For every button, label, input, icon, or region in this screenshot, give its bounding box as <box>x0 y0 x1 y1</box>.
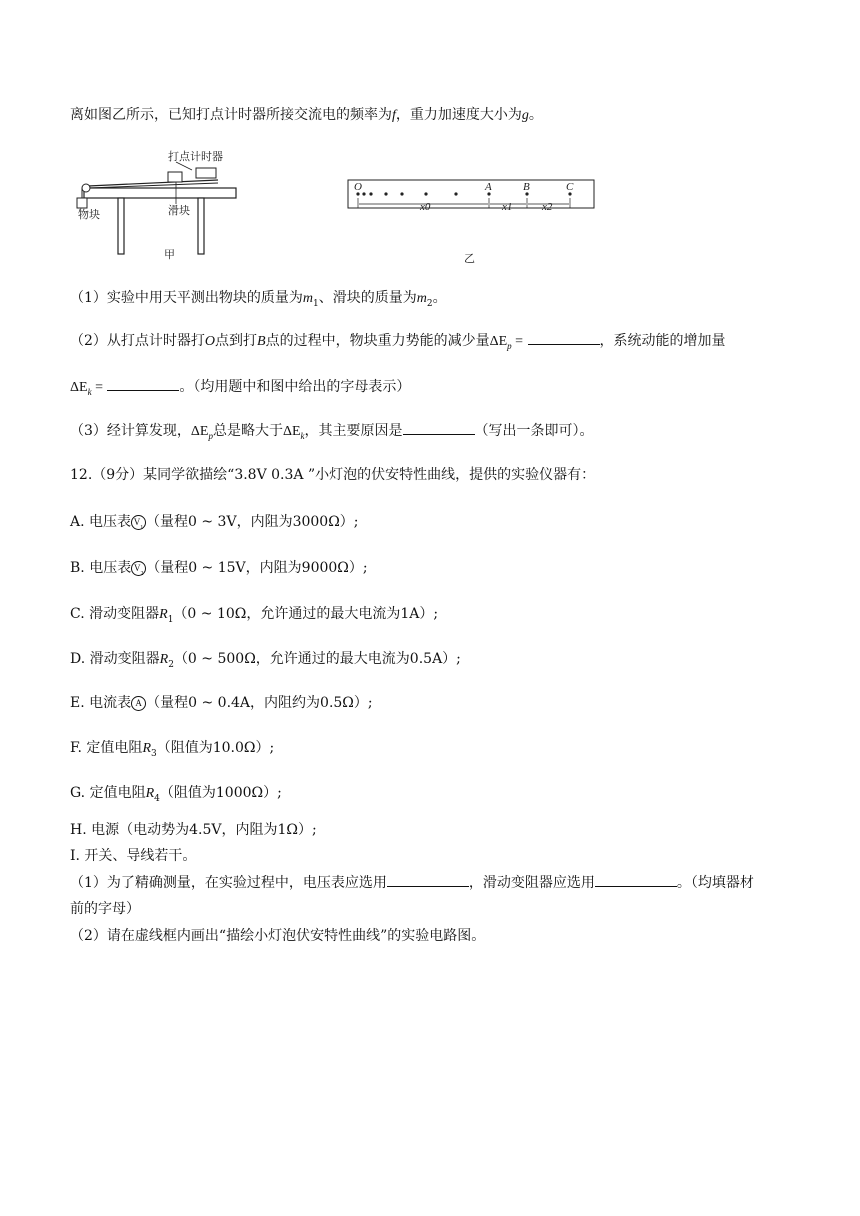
part2-line: （2）请在虚线框内画出“描绘小灯泡伏安特性曲线”的实验电路图。 <box>70 928 486 944</box>
tape-diagram <box>348 180 594 208</box>
x2-label: x2 <box>542 201 553 213</box>
slider-label: 滑块 <box>168 204 190 217</box>
item-i: I. 开关、导线若干。 <box>70 848 197 864</box>
x1-label: x1 <box>502 201 513 213</box>
experiment-figure <box>68 146 596 268</box>
answer-blank-ep[interactable] <box>528 330 600 345</box>
timer-label: 打点计时器 <box>168 150 223 163</box>
q1-line: （1）实验中用天平测出物块的质量为$m_1$、滑块的质量为$m_2$。 <box>70 290 447 309</box>
tape-point-c: C <box>566 181 574 193</box>
item-a: A. 电压表 $V_1$ （量程0 ~ 3V，内阻为3000Ω）; <box>70 514 359 531</box>
answer-blank-voltmeter[interactable] <box>387 872 469 887</box>
ammeter-icon: A <box>131 696 146 711</box>
tape-point-b: B <box>523 181 530 193</box>
apparatus-diagram <box>77 162 236 254</box>
voltmeter-v1-icon: $V_1$ <box>131 515 146 530</box>
part1-line-2: 前的字母） <box>70 901 140 917</box>
tape-point-o: O <box>354 181 362 193</box>
figure-jia-label: 甲 <box>164 248 175 261</box>
item-h: H. 电源（电动势为4.5V，内阻为1Ω）; <box>70 822 317 838</box>
item-b: B. 电压表 $V_2$ （量程0 ~ 15V，内阻为9000Ω）; <box>70 560 368 577</box>
q3-line: （3）经计算发现，$\Delta E_p$总是略大于$\Delta E_k$，其主要原因是 （写出一条即可）。 <box>70 420 594 446</box>
item-g: G. 定值电阻$R_4$（阻值为1000Ω）; <box>70 785 282 804</box>
block-label: 物块 <box>78 208 100 221</box>
answer-blank-reason[interactable] <box>403 420 475 435</box>
answer-blank-ek[interactable] <box>107 376 179 391</box>
item-c: C. 滑动变阻器$R_1(0$ ~ 10Ω，允许通过的最大电流为1A）; <box>70 606 439 625</box>
x0-label: x0 <box>420 201 431 213</box>
q2-line-2: $\Delta E_k$ = 。（均用题中和图中给出的字母表示） <box>70 376 410 402</box>
answer-blank-rheostat[interactable] <box>595 872 677 887</box>
item-d: D. 滑动变阻器$R_2(0$ ~ 500Ω，允许通过的最大电流为0.5A）; <box>70 651 461 670</box>
item-e: E. 电流表 A （量程0 ~ 0.4A，内阻约为0.5Ω）; <box>70 695 373 711</box>
part1-line: （1）为了精确测量，在实验过程中，电压表应选用 ，滑动变阻器应选用 。（均填器材 <box>70 872 754 893</box>
figure-yi-label: 乙 <box>464 252 475 265</box>
intro-line: 离如图乙所示，已知打点计时器所接交流电的频率为f，重力加速度大小为g。 <box>70 107 543 123</box>
tape-point-a: A <box>485 181 492 193</box>
voltmeter-v2-icon: $V_2$ <box>131 561 146 576</box>
q2-line: （2）从打点计时器打O点到打B点的过程中，物块重力势能的减少量$\Delta E_p$ = ，系统动能的增加量 <box>70 330 726 356</box>
item-f: F. 定值电阻$R_3$（阻值为10.0Ω）; <box>70 740 275 759</box>
q12-title: 12.（9分）某同学欲描绘“3.8V 0.3A ”小灯泡的伏安特性曲线，提供的实验仪器有： <box>70 467 596 483</box>
